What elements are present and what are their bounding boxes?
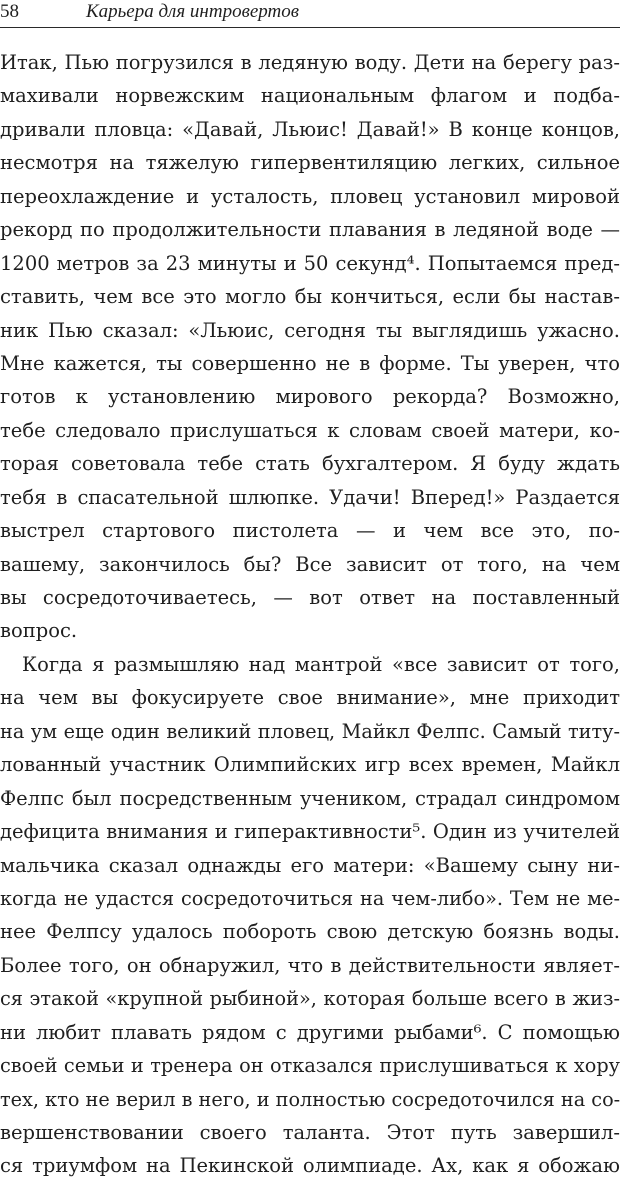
text-line: дривали пловца: «Давай, Льюис! Давай!» В конце концов, xyxy=(0,117,620,141)
text-line: несмотря на тяжелую гипервентиляцию легких, сильное xyxy=(0,151,620,175)
text-line: тебе следовало прислушаться к словам своей матери, ко- xyxy=(0,418,620,442)
text-line: на ум еще один великий пловец, Майкл Фелпс. Самый титу- xyxy=(0,719,620,743)
text-line: тех, кто не верил в него, и полностью сосредоточился на со- xyxy=(0,1087,620,1111)
text-line: тебя в спасательной шлюпке. Удачи! Вперед!» Раздается xyxy=(0,485,620,509)
text-line: 1200 метров за 23 минуты и 50 секунд⁴. Попытаемся пред- xyxy=(0,251,620,275)
text-line: Более того, он обнаружил, что в действительности являет- xyxy=(0,953,620,977)
text-line: вашему, закончилось бы? Все зависит от того, на чем xyxy=(0,552,620,576)
text-line: торая советовала тебе стать бухгалтером. Я буду ждать xyxy=(0,452,620,476)
text-line: дефицита внимания и гиперактивности⁵. Один из учителей xyxy=(0,820,620,844)
text-line: Итак, Пью погрузился в ледяную воду. Дети на берегу раз- xyxy=(0,51,620,74)
header-rule xyxy=(0,27,620,28)
text-line: ся триумфом на Пекинской олимпиаде. Ах, как я обожаю xyxy=(0,1154,620,1178)
body-text xyxy=(0,46,620,1183)
text-line: переохлаждение и усталость, пловец установил мировой xyxy=(0,184,620,208)
text-line: вы сосредоточиваетесь, — вот ответ на поставленный xyxy=(0,586,620,609)
text-line: ни любит плавать рядом с другими рыбами⁶. С помощью xyxy=(0,1020,620,1044)
page-number: 58 xyxy=(0,1,19,22)
text-line: ник Пью сказал: «Льюис, сегодня ты выглядишь ужасно. xyxy=(0,318,620,342)
text-line: нее Фелпсу удалось побороть свою детскую боязнь воды. xyxy=(0,920,620,944)
text-line: Фелпс был посредственным учеником, страдал синдромом xyxy=(0,786,620,810)
text-line: на чем вы фокусируете свое внимание», мне приходит xyxy=(0,686,620,710)
paragraph-end-line: вопрос. xyxy=(0,619,78,643)
text-line: рекорд по продолжительности плавания в ледяной воде — xyxy=(0,218,620,242)
text-line: ся этакой «крупной рыбиной», которая больше всего в жиз- xyxy=(0,987,620,1011)
text-line: вершенствовании своего таланта. Этот путь завершил- xyxy=(0,1121,620,1144)
running-title: Карьера для интровертов xyxy=(86,1,299,22)
text-line: ставить, чем все это могло бы кончиться, если бы настав- xyxy=(0,285,620,309)
text-line: своей семьи и тренера он отказался прислушиваться к хору xyxy=(0,1054,620,1078)
text-line: лованный участник Олимпийских игр всех времен, Майкл xyxy=(0,753,620,777)
text-line: выстрел стартового пистолета — и чем все это, по- xyxy=(0,519,620,543)
paragraph-first-line: Когда я размышляю над мантрой «все зависит от того, xyxy=(22,652,620,676)
text-line: Мне кажется, ты совершенно не в форме. Ты уверен, что xyxy=(0,351,620,375)
text-line: когда не удастся сосредоточиться на чем-либо». Тем не ме- xyxy=(0,886,620,910)
text-line: махивали норвежским национальным флагом и подба- xyxy=(0,84,620,108)
page-header xyxy=(0,0,620,28)
text-line: готов к установлению мирового рекорда? Возможно, xyxy=(0,385,620,409)
text-line: мальчика сказал однажды его матери: «Вашему сыну ни- xyxy=(0,853,620,877)
